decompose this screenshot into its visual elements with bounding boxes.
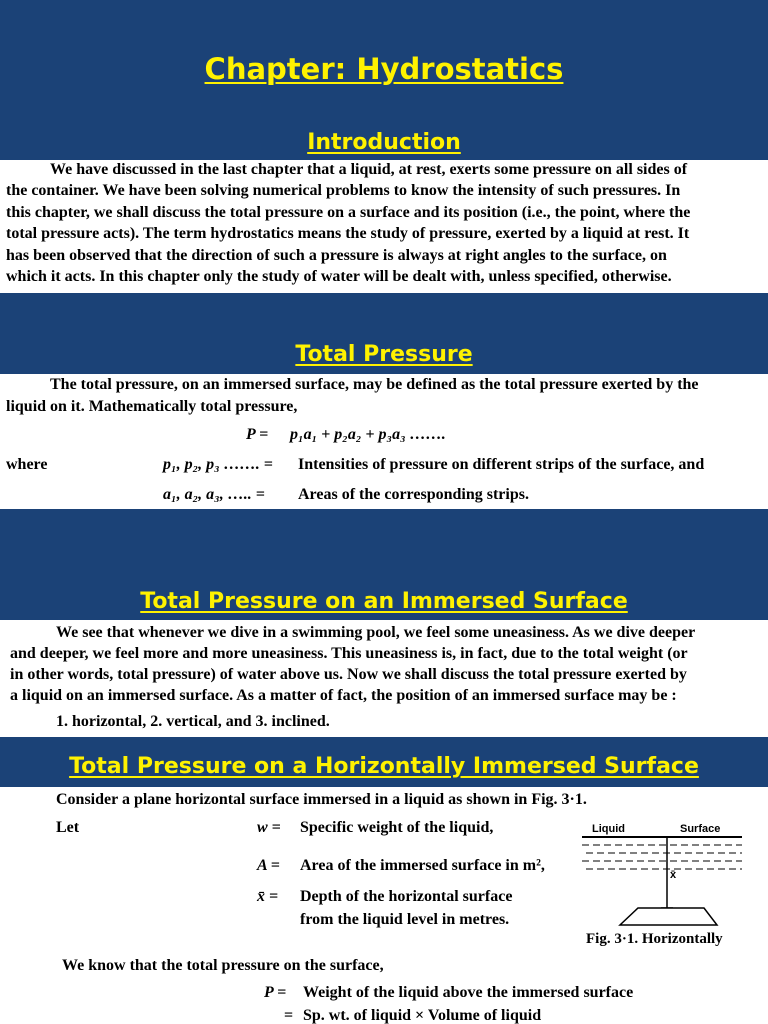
- variable-text-x-continued: from the liquid level in metres.: [300, 911, 510, 928]
- variable-symbol-x: x̄ =: [257, 888, 279, 905]
- introduction-heading: Introduction: [307, 130, 461, 155]
- total-line-1: The total pressure, on an immersed surface, may be defined as the total pressure exerted by the: [50, 376, 699, 393]
- equation-rhs: p₁a₁ + p₂a₂ + p₃a₃ …….: [290, 426, 446, 443]
- immersed-surface-panel: [0, 620, 768, 737]
- immersed-line-4: a liquid on an immersed surface. As a matter of fact, the position of an immersed surface may be :: [10, 687, 677, 704]
- figure-label-liquid: Liquid: [592, 823, 625, 835]
- horizontal-intro: Consider a plane horizontal surface immersed in a liquid as shown in Fig. 3·1.: [56, 791, 587, 808]
- total-pressure-heading: Total Pressure: [295, 342, 473, 367]
- intro-line-1: We have discussed in the last chapter that a liquid, at rest, exerts some pressure on all sides of: [50, 161, 688, 178]
- total-line-2: liquid on it. Mathematically total pressure,: [6, 398, 298, 415]
- immersed-positions: 1. horizontal, 2. vertical, and 3. inclined.: [56, 713, 330, 730]
- variable-symbol-a: A =: [257, 857, 280, 874]
- horizontal-surface-figure: [582, 820, 742, 940]
- result2-rhs: Sp. wt. of liquid × Volume of liquid: [303, 1007, 542, 1024]
- definition-symbol-2: a₁, a₂, a₃, ….. =: [163, 486, 265, 503]
- intro-line-6: which it acts. In this chapter only the study of water will be dealt with, unless specified, otherwise.: [6, 268, 672, 285]
- variable-symbol-w: w =: [257, 819, 281, 836]
- intro-line-4: total pressure acts). The term hydrostatics means the study of pressure, exerted by a liquid at rest. It: [6, 225, 690, 242]
- page-title: Chapter: Hydrostatics: [204, 52, 564, 86]
- intro-line-5: has been observed that the direction of such a pressure is always at right angles to the surface, on: [6, 247, 667, 264]
- figure-caption: Fig. 3·1. Horizontally: [586, 931, 723, 947]
- variable-text-x: Depth of the horizontal surface: [300, 888, 513, 905]
- immersed-line-3: in other words, total pressure) of water above us. Now we shall discuss the total pressure exerted by: [10, 666, 687, 683]
- let-label: Let: [56, 819, 80, 836]
- variable-text-w: Specific weight of the liquid,: [300, 819, 494, 836]
- figure-label-x: x̄: [670, 869, 677, 881]
- horizontal-surface-heading: Total Pressure on a Horizontally Immersed Surface: [69, 754, 699, 779]
- horizontal-surface-panel: [0, 787, 768, 1024]
- definition-text-2: Areas of the corresponding strips.: [298, 486, 529, 503]
- intro-line-3: this chapter, we shall discuss the total pressure on a surface and its position (i.e., the point, where the: [6, 204, 691, 221]
- figure-label-surface: Surface: [680, 823, 721, 835]
- immersed-line-2: and deeper, we feel more and more uneasiness. This uneasiness is, in fact, due to the total weight (or: [10, 645, 688, 662]
- immersed-line-1: We see that whenever we dive in a swimming pool, we feel some uneasiness. As we dive deeper: [56, 624, 696, 641]
- variable-text-a: Area of the immersed surface in m²,: [300, 857, 545, 874]
- immersed-surface-heading: Total Pressure on an Immersed Surface: [140, 589, 628, 614]
- result2-lhs: =: [284, 1007, 294, 1024]
- total-pressure-panel: [0, 374, 768, 509]
- introduction-panel: [0, 160, 768, 293]
- intro-line-2: the container. We have been solving numerical problems to know the intensity of such pressures. In: [6, 182, 681, 199]
- equation-lhs: P =: [246, 426, 269, 443]
- where-label: where: [6, 456, 48, 473]
- result-rhs: Weight of the liquid above the immersed surface: [303, 984, 634, 1001]
- definition-symbol-1: p₁, p₂, p₃ ……. =: [163, 456, 273, 473]
- definition-text-1: Intensities of pressure on different strips of the surface, and: [298, 456, 705, 473]
- result-lhs: P =: [264, 984, 287, 1001]
- know-line: We know that the total pressure on the surface,: [62, 957, 384, 974]
